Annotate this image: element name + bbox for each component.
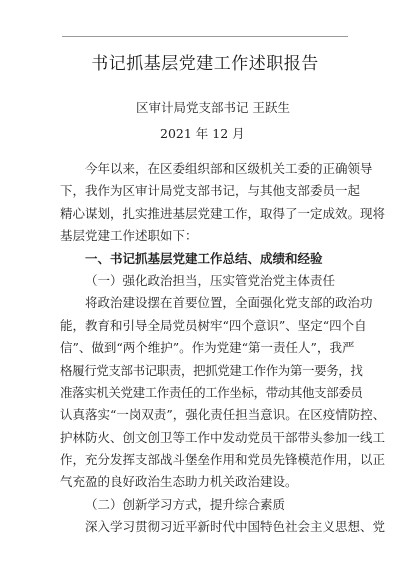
body-text-line: 今年以来，在区委组织部和区级机关工委的正确领导	[85, 161, 373, 176]
body-text-line: 认真落实“一岗双责”，强化责任担当意识。在区疫情防控、	[60, 407, 386, 423]
subsection-heading: （二）创新学习方式，提升综合素质	[85, 496, 286, 512]
body-text-line: 作，充分发挥支部战斗堡垒作用和党员先锋模范作用，以正	[60, 452, 386, 468]
body-text-line: 格履行党支部书记职责，把抓党建工作作为第一要务，找	[60, 362, 363, 378]
header-rule	[62, 36, 348, 37]
body-text-line: 准落实机关党建工作责任的工作坐标，带动其他支部委员	[60, 384, 363, 400]
body-text-line: 气充盈的良好政治生态助力机关政治建设。	[60, 474, 298, 490]
body-text-line: 下，我作为区审计局党支部书记，与其他支部委员一起	[60, 183, 361, 199]
date-line: 2021 年 12 月	[160, 126, 245, 141]
author-line: 区审计局党支部书记 王跃生	[136, 100, 290, 115]
document-title: 书记抓基层党建工作述职报告	[91, 54, 319, 74]
body-text-line: 将政治建设摆在首要位置，全面强化党支部的政治功	[85, 295, 373, 311]
body-text-line: 能，教育和引导全局党员树牢“四个意识”、坚定“四个自	[60, 317, 367, 333]
body-text-line: 深入学习贯彻习近平新时代中国特色社会主义思想、党	[85, 519, 386, 535]
subsection-heading: （一）强化政治担当，压实管党治党主体责任	[85, 272, 336, 288]
body-text-line: 信”、做到“两个维护”。作为党建“第一责任人”，我严	[60, 340, 355, 356]
section-heading: 一、书记抓基层党建工作总结、成绩和经验	[85, 250, 323, 266]
document-body	[60, 158, 386, 539]
body-text-line: 护林防火、创文创卫等工作中发动党员干部带头参加一线工	[60, 429, 386, 445]
body-text-line: 精心谋划，扎实推进基层党建工作，取得了一定成效。现将	[60, 205, 386, 221]
body-text-line: 基层党建工作述职如下：	[60, 228, 198, 244]
